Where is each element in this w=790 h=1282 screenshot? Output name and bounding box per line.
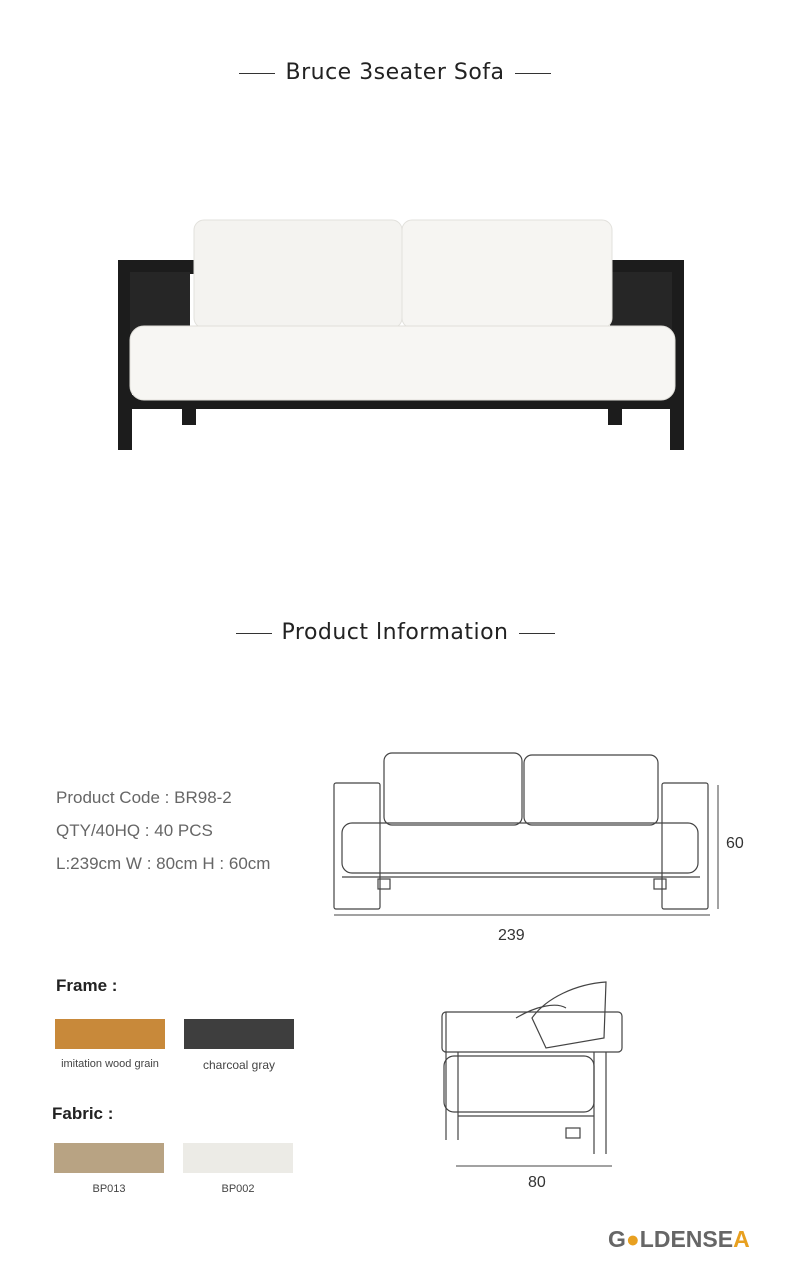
height-dimension: 60 <box>726 835 744 852</box>
frame-label: Frame : <box>56 976 118 995</box>
fabric-caption-bp002: BP002 <box>221 1183 255 1195</box>
fabric-swatch-bp013[interactable] <box>54 1143 164 1173</box>
frame-swatch-charcoal[interactable] <box>184 1019 294 1049</box>
qty-per-container: QTY/40HQ : 40 PCS <box>56 821 213 840</box>
title-right-rule <box>515 73 551 74</box>
side-view-drawing <box>436 978 636 1170</box>
fabric-label: Fabric : <box>52 1104 114 1123</box>
product-size: L:239cm W : 80cm H : 60cm <box>56 854 271 873</box>
logo-a: A <box>733 1226 750 1252</box>
front-view-drawing <box>328 745 728 925</box>
logo-lden: LDEN <box>639 1226 703 1252</box>
logo-se: SE <box>702 1226 734 1252</box>
fabric-swatch-bp002[interactable] <box>183 1143 293 1173</box>
frame-caption-wood: imitation wood grain <box>61 1058 159 1070</box>
title-left-rule <box>239 73 275 74</box>
section-title <box>0 620 790 645</box>
section-left-rule <box>236 633 272 634</box>
golden-sea-logo <box>608 1226 750 1253</box>
section-right-rule <box>519 633 555 634</box>
fabric-caption-bp013: BP013 <box>92 1183 126 1195</box>
logo-g: G <box>608 1226 626 1252</box>
product-code: Product Code : BR98-2 <box>56 788 232 807</box>
frame-caption-charcoal: charcoal gray <box>202 1058 276 1072</box>
sofa-photo <box>110 210 690 460</box>
logo-flame-icon: ● <box>625 1226 640 1252</box>
frame-swatch-wood[interactable] <box>55 1019 165 1049</box>
length-dimension: 239 <box>498 927 525 944</box>
width-dimension: 80 <box>528 1174 546 1191</box>
product-title-text: Bruce 3seater Sofa <box>285 60 505 85</box>
section-title-text: Product lnformation <box>281 620 509 645</box>
product-title <box>0 60 790 85</box>
